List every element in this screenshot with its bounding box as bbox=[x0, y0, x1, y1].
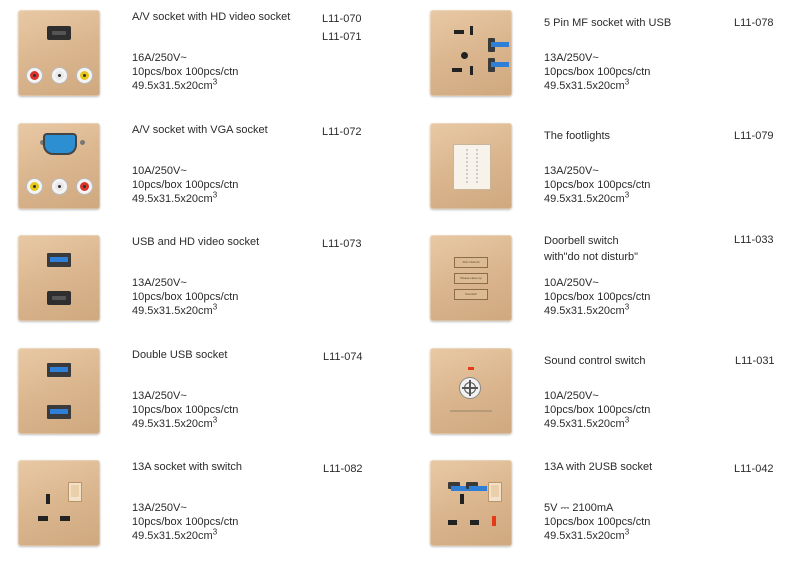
socket-plate-image bbox=[18, 235, 100, 321]
product-13a-2usb bbox=[430, 460, 800, 560]
product-13a-switch bbox=[18, 460, 408, 560]
product-doorbell bbox=[430, 235, 800, 335]
product-specs: 10A/250V~ 10pcs/box 100pcs/ctn $49.5x31.5x20cm^3$ bbox=[544, 390, 651, 430]
rca-white-icon bbox=[52, 68, 67, 83]
socket-plate-image bbox=[18, 123, 100, 209]
pin-icon bbox=[470, 26, 473, 35]
product-name: Doorbell switch with"do not disturb" bbox=[544, 235, 639, 263]
usb-port-icon bbox=[47, 253, 71, 267]
doorbell-button-icon: Doorbell bbox=[454, 289, 488, 300]
product-name: 13A socket with switch bbox=[132, 461, 243, 473]
pin-icon bbox=[60, 516, 70, 521]
product-name: The footlights bbox=[544, 130, 611, 142]
product-name: USB and HD video socket bbox=[132, 236, 260, 248]
pin-icon bbox=[461, 52, 468, 59]
product-code: L11-074 bbox=[323, 351, 363, 363]
product-name: Sound control switch bbox=[544, 355, 646, 367]
product-code: L11-033 bbox=[734, 234, 774, 246]
product-5pin-usb bbox=[430, 10, 800, 110]
usb-port-icon bbox=[488, 58, 495, 72]
usb-port-icon bbox=[47, 405, 71, 419]
product-name: 13A with 2USB socket bbox=[544, 461, 653, 473]
rca-yellow-icon bbox=[77, 68, 92, 83]
clean-up-button-icon: Please clean up bbox=[454, 273, 488, 284]
led-indicator-icon bbox=[492, 516, 496, 526]
product-code: L11-031 bbox=[735, 355, 775, 367]
usb-port-icon bbox=[448, 482, 460, 489]
product-name: 5 Pin MF socket with USB bbox=[544, 17, 672, 29]
product-specs: 13A/250V~ 10pcs/box 100pcs/ctn $49.5x31.5x20cm^3$ bbox=[132, 502, 239, 542]
usb-port-icon bbox=[488, 38, 495, 52]
sound-sensor-icon bbox=[460, 378, 480, 398]
socket-plate-image bbox=[430, 348, 512, 434]
product-av-hd bbox=[18, 10, 408, 110]
pin-icon bbox=[470, 66, 473, 75]
product-specs: 13A/250V~ 10pcs/box 100pcs/ctn $49.5x31.5x20cm^3$ bbox=[132, 390, 239, 430]
hdmi-port-icon bbox=[47, 291, 71, 305]
product-specs: 16A/250V~ 10pcs/box 100pcs/ctn $49.5x31.5x20cm^3$ bbox=[132, 52, 239, 92]
product-code: L11-079 bbox=[734, 130, 774, 142]
product-av-vga bbox=[18, 123, 408, 223]
rca-red-icon bbox=[77, 179, 92, 194]
led-indicator-icon bbox=[468, 367, 474, 370]
product-code: L11-073 bbox=[322, 238, 362, 250]
pin-icon bbox=[470, 520, 479, 525]
pin-icon bbox=[448, 520, 457, 525]
pin-icon bbox=[460, 494, 464, 504]
footlight-icon bbox=[453, 144, 491, 190]
pin-icon bbox=[454, 30, 464, 34]
label-strip-icon bbox=[450, 410, 492, 412]
product-specs: 10A/250V~ 10pcs/box 100pcs/ctn $49.5x31.5x20cm^3$ bbox=[544, 277, 651, 317]
socket-plate-image bbox=[430, 10, 512, 96]
rocker-switch-icon bbox=[488, 482, 502, 502]
product-code: L11-078 bbox=[734, 17, 774, 29]
usb-port-icon bbox=[47, 363, 71, 377]
socket-plate-image bbox=[18, 348, 100, 434]
product-name: A/V socket with HD video socket bbox=[132, 11, 291, 23]
pin-icon bbox=[46, 494, 50, 504]
rca-white-icon bbox=[52, 179, 67, 194]
product-name: Double USB socket bbox=[132, 349, 228, 361]
product-code: L11-042 bbox=[734, 463, 774, 475]
product-code: L11-070 L11-071 bbox=[322, 13, 362, 43]
dont-disturb-button-icon: Don't disturb bbox=[454, 257, 488, 268]
socket-plate-image bbox=[430, 235, 512, 321]
rca-red-icon bbox=[27, 68, 42, 83]
rca-yellow-icon bbox=[27, 179, 42, 194]
product-footlights bbox=[430, 123, 800, 223]
product-double-usb bbox=[18, 348, 408, 448]
rocker-switch-icon bbox=[68, 482, 82, 502]
product-code: L11-072 bbox=[322, 126, 362, 138]
product-usb-hd bbox=[18, 235, 408, 335]
product-specs: 13A/250V~ 10pcs/box 100pcs/ctn $49.5x31.5x20cm^3$ bbox=[544, 165, 651, 205]
product-specs: 13A/250V~ 10pcs/box 100pcs/ctn $49.5x31.5x20cm^3$ bbox=[132, 277, 239, 317]
product-code: L11-082 bbox=[323, 463, 363, 475]
product-sound-control bbox=[430, 348, 800, 448]
socket-plate-image bbox=[430, 460, 512, 546]
pin-icon bbox=[38, 516, 48, 521]
socket-plate-image bbox=[430, 123, 512, 209]
usb-port-icon bbox=[466, 482, 478, 489]
screw-icon bbox=[80, 140, 85, 145]
vga-port-icon bbox=[45, 135, 75, 153]
socket-plate-image bbox=[18, 460, 100, 546]
product-specs: 13A/250V~ 10pcs/box 100pcs/ctn $49.5x31.5x20cm^3$ bbox=[544, 52, 651, 92]
socket-plate-image bbox=[18, 10, 100, 96]
hdmi-port-icon bbox=[47, 26, 71, 40]
product-name: A/V socket with VGA socket bbox=[132, 124, 268, 136]
pin-icon bbox=[452, 68, 462, 72]
product-specs: 10A/250V~ 10pcs/box 100pcs/ctn $49.5x31.5x20cm^3$ bbox=[132, 165, 239, 205]
product-specs: 5V ⎓ 2100mA 10pcs/box 100pcs/ctn $49.5x31.5x20cm^3$ bbox=[544, 502, 651, 542]
